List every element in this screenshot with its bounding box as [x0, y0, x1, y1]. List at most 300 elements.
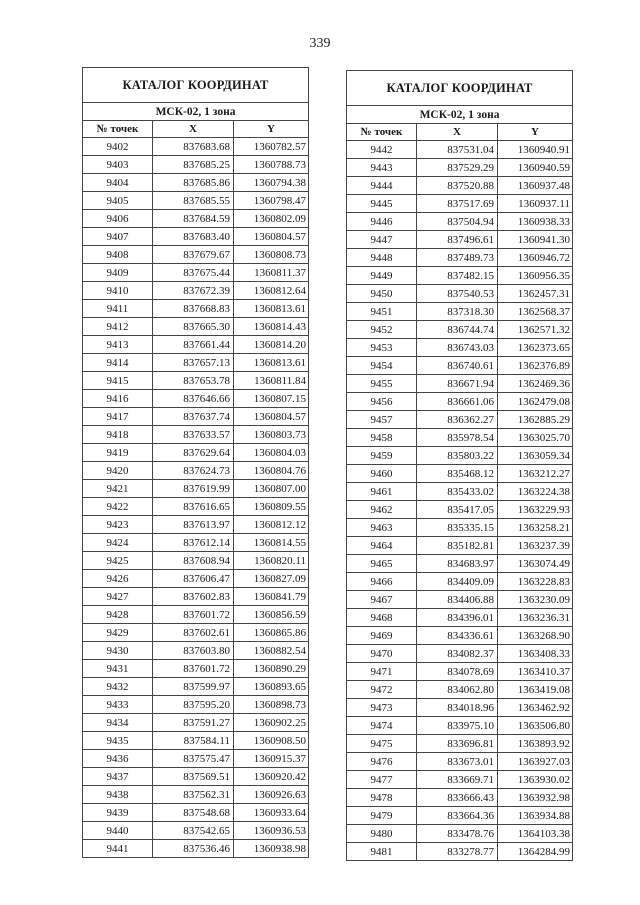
point-number-cell: 9432 [83, 678, 153, 696]
table-row [347, 771, 573, 789]
x-coordinate-cell: 837624.73 [153, 462, 234, 480]
table-row [347, 447, 573, 465]
x-coordinate-cell: 837606.47 [153, 570, 234, 588]
point-number-cell: 9444 [347, 177, 417, 195]
y-coordinate-cell: 1360813.61 [234, 300, 309, 318]
y-coordinate-cell: 1360926.63 [234, 786, 309, 804]
table-row [347, 483, 573, 501]
y-coordinate-cell: 1360812.12 [234, 516, 309, 534]
x-coordinate-cell: 837629.64 [153, 444, 234, 462]
x-coordinate-cell: 837613.97 [153, 516, 234, 534]
x-coordinate-cell: 834078.69 [417, 663, 498, 681]
y-coordinate-cell: 1360933.64 [234, 804, 309, 822]
x-coordinate-cell: 837646.66 [153, 390, 234, 408]
table-row [347, 177, 573, 195]
x-coordinate-cell: 837675.44 [153, 264, 234, 282]
x-coordinate-cell: 836671.94 [417, 375, 498, 393]
catalog-zone: МСК-02, 1 зона [83, 103, 309, 121]
y-coordinate-cell: 1360890.29 [234, 660, 309, 678]
table-row [83, 282, 309, 300]
table-row [347, 681, 573, 699]
point-number-cell: 9436 [83, 750, 153, 768]
y-coordinate-cell: 1360938.33 [498, 213, 573, 231]
table-row [347, 411, 573, 429]
x-coordinate-cell: 837575.47 [153, 750, 234, 768]
point-number-cell: 9478 [347, 789, 417, 807]
table-row [347, 627, 573, 645]
y-coordinate-cell: 1360956.35 [498, 267, 573, 285]
table-row [347, 609, 573, 627]
table-row [83, 264, 309, 282]
y-coordinate-cell: 1363230.09 [498, 591, 573, 609]
column-header-point-number: № точек [83, 121, 153, 138]
page-number: 339 [309, 36, 331, 51]
point-number-cell: 9434 [83, 714, 153, 732]
point-number-cell: 9446 [347, 213, 417, 231]
point-number-cell: 9468 [347, 609, 417, 627]
x-coordinate-cell: 835182.81 [417, 537, 498, 555]
x-coordinate-cell: 837517.69 [417, 195, 498, 213]
table-row [83, 156, 309, 174]
point-number-cell: 9414 [83, 354, 153, 372]
point-number-cell: 9470 [347, 645, 417, 663]
x-coordinate-cell: 833666.43 [417, 789, 498, 807]
y-coordinate-cell: 1360811.84 [234, 372, 309, 390]
table-row [83, 642, 309, 660]
y-coordinate-cell: 1362571.32 [498, 321, 573, 339]
point-number-cell: 9422 [83, 498, 153, 516]
table-row [347, 357, 573, 375]
x-coordinate-cell: 837683.68 [153, 138, 234, 156]
point-number-cell: 9429 [83, 624, 153, 642]
x-coordinate-cell: 837601.72 [153, 660, 234, 678]
table-row [347, 159, 573, 177]
y-coordinate-cell: 1362885.29 [498, 411, 573, 429]
x-coordinate-cell: 835433.02 [417, 483, 498, 501]
table-row [347, 429, 573, 447]
y-coordinate-cell: 1363228.83 [498, 573, 573, 591]
table-row [347, 717, 573, 735]
x-coordinate-cell: 834062.80 [417, 681, 498, 699]
point-number-cell: 9428 [83, 606, 153, 624]
point-number-cell: 9480 [347, 825, 417, 843]
y-coordinate-cell: 1362479.08 [498, 393, 573, 411]
point-number-cell: 9467 [347, 591, 417, 609]
point-number-cell: 9458 [347, 429, 417, 447]
y-coordinate-cell: 1360809.55 [234, 498, 309, 516]
table-row [83, 498, 309, 516]
table-row [83, 138, 309, 156]
x-coordinate-cell: 834336.61 [417, 627, 498, 645]
point-number-cell: 9431 [83, 660, 153, 678]
table-row [83, 354, 309, 372]
table-row [83, 750, 309, 768]
x-coordinate-cell: 837536.46 [153, 840, 234, 858]
x-coordinate-cell: 837601.72 [153, 606, 234, 624]
y-coordinate-cell: 1360937.48 [498, 177, 573, 195]
y-coordinate-cell: 1360865.86 [234, 624, 309, 642]
y-coordinate-cell: 1360937.11 [498, 195, 573, 213]
y-coordinate-cell: 1360908.50 [234, 732, 309, 750]
point-number-cell: 9420 [83, 462, 153, 480]
x-coordinate-cell: 836661.06 [417, 393, 498, 411]
table-row [83, 570, 309, 588]
table-row [347, 195, 573, 213]
x-coordinate-cell: 837653.78 [153, 372, 234, 390]
x-coordinate-cell: 836362.27 [417, 411, 498, 429]
table-row [347, 213, 573, 231]
x-coordinate-cell: 833673.01 [417, 753, 498, 771]
y-coordinate-cell: 1360841.79 [234, 588, 309, 606]
y-coordinate-cell: 1360798.47 [234, 192, 309, 210]
point-number-cell: 9456 [347, 393, 417, 411]
point-number-cell: 9437 [83, 768, 153, 786]
y-coordinate-cell: 1363224.38 [498, 483, 573, 501]
point-number-cell: 9403 [83, 156, 153, 174]
y-coordinate-cell: 1360782.57 [234, 138, 309, 156]
x-coordinate-cell: 837603.80 [153, 642, 234, 660]
point-number-cell: 9409 [83, 264, 153, 282]
table-row [347, 375, 573, 393]
point-number-cell: 9439 [83, 804, 153, 822]
x-coordinate-cell: 833278.77 [417, 843, 498, 861]
y-coordinate-cell: 1363237.39 [498, 537, 573, 555]
y-coordinate-cell: 1360820.11 [234, 552, 309, 570]
table-row [83, 552, 309, 570]
table-row [347, 231, 573, 249]
table-row [347, 573, 573, 591]
table-row [347, 393, 573, 411]
point-number-cell: 9416 [83, 390, 153, 408]
table-row [83, 174, 309, 192]
y-coordinate-cell: 1363932.98 [498, 789, 573, 807]
point-number-cell: 9415 [83, 372, 153, 390]
point-number-cell: 9465 [347, 555, 417, 573]
y-coordinate-cell: 1360807.00 [234, 480, 309, 498]
x-coordinate-cell: 836740.61 [417, 357, 498, 375]
y-coordinate-cell: 1360827.09 [234, 570, 309, 588]
point-number-cell: 9433 [83, 696, 153, 714]
table-row [347, 249, 573, 267]
y-coordinate-cell: 1363934.88 [498, 807, 573, 825]
point-number-cell: 9449 [347, 267, 417, 285]
x-coordinate-cell: 837318.30 [417, 303, 498, 321]
table-row [83, 318, 309, 336]
y-coordinate-cell: 1363074.49 [498, 555, 573, 573]
table-row [347, 825, 573, 843]
point-number-cell: 9406 [83, 210, 153, 228]
x-coordinate-cell: 837602.61 [153, 624, 234, 642]
table-row [83, 534, 309, 552]
x-coordinate-cell: 837684.59 [153, 210, 234, 228]
y-coordinate-cell: 1363893.92 [498, 735, 573, 753]
y-coordinate-cell: 1360813.61 [234, 354, 309, 372]
point-number-cell: 9443 [347, 159, 417, 177]
y-coordinate-cell: 1360811.37 [234, 264, 309, 282]
y-coordinate-cell: 1364103.38 [498, 825, 573, 843]
x-coordinate-cell: 837520.88 [417, 177, 498, 195]
table-row [83, 516, 309, 534]
point-number-cell: 9452 [347, 321, 417, 339]
x-coordinate-cell: 837685.55 [153, 192, 234, 210]
x-coordinate-cell: 833478.76 [417, 825, 498, 843]
x-coordinate-cell: 837496.61 [417, 231, 498, 249]
y-coordinate-cell: 1363212.27 [498, 465, 573, 483]
table-row [347, 699, 573, 717]
table-row [83, 678, 309, 696]
catalog-rows [347, 141, 573, 861]
point-number-cell: 9438 [83, 786, 153, 804]
table-row [347, 807, 573, 825]
x-coordinate-cell: 837599.97 [153, 678, 234, 696]
y-coordinate-cell: 1360936.53 [234, 822, 309, 840]
column-header-y: Y [498, 124, 573, 141]
y-coordinate-cell: 1360803.73 [234, 426, 309, 444]
x-coordinate-cell: 837602.83 [153, 588, 234, 606]
point-number-cell: 9423 [83, 516, 153, 534]
table-row [83, 228, 309, 246]
point-number-cell: 9421 [83, 480, 153, 498]
x-coordinate-cell: 834406.88 [417, 591, 498, 609]
y-coordinate-cell: 1363462.92 [498, 699, 573, 717]
column-header-point-number: № точек [347, 124, 417, 141]
table-row [83, 246, 309, 264]
x-coordinate-cell: 837685.25 [153, 156, 234, 174]
point-number-cell: 9441 [83, 840, 153, 858]
y-coordinate-cell: 1360808.73 [234, 246, 309, 264]
table-row [83, 606, 309, 624]
y-coordinate-cell: 1360788.73 [234, 156, 309, 174]
x-coordinate-cell: 837562.31 [153, 786, 234, 804]
point-number-cell: 9462 [347, 501, 417, 519]
y-coordinate-cell: 1362568.37 [498, 303, 573, 321]
y-coordinate-cell: 1360794.38 [234, 174, 309, 192]
point-number-cell: 9419 [83, 444, 153, 462]
table-row [83, 300, 309, 318]
table-row [83, 696, 309, 714]
x-coordinate-cell: 837482.15 [417, 267, 498, 285]
y-coordinate-cell: 1363059.34 [498, 447, 573, 465]
table-row [347, 321, 573, 339]
y-coordinate-cell: 1363258.21 [498, 519, 573, 537]
table-row [83, 624, 309, 642]
x-coordinate-cell: 836743.03 [417, 339, 498, 357]
y-coordinate-cell: 1360938.98 [234, 840, 309, 858]
point-number-cell: 9450 [347, 285, 417, 303]
x-coordinate-cell: 837672.39 [153, 282, 234, 300]
x-coordinate-cell: 836744.74 [417, 321, 498, 339]
point-number-cell: 9473 [347, 699, 417, 717]
x-coordinate-cell: 837608.94 [153, 552, 234, 570]
point-number-cell: 9448 [347, 249, 417, 267]
table-row [83, 768, 309, 786]
point-number-cell: 9435 [83, 732, 153, 750]
x-coordinate-cell: 834409.09 [417, 573, 498, 591]
coordinate-catalog-right [346, 70, 573, 861]
x-coordinate-cell: 837633.57 [153, 426, 234, 444]
x-coordinate-cell: 837569.51 [153, 768, 234, 786]
table-row [83, 804, 309, 822]
y-coordinate-cell: 1360915.37 [234, 750, 309, 768]
table-row [83, 840, 309, 858]
point-number-cell: 9475 [347, 735, 417, 753]
point-number-cell: 9407 [83, 228, 153, 246]
x-coordinate-cell: 837504.94 [417, 213, 498, 231]
point-number-cell: 9402 [83, 138, 153, 156]
x-coordinate-cell: 837489.73 [417, 249, 498, 267]
table-row [347, 645, 573, 663]
table-row [83, 336, 309, 354]
point-number-cell: 9442 [347, 141, 417, 159]
table-row [83, 444, 309, 462]
point-number-cell: 9455 [347, 375, 417, 393]
y-coordinate-cell: 1360902.25 [234, 714, 309, 732]
y-coordinate-cell: 1362376.89 [498, 357, 573, 375]
x-coordinate-cell: 835468.12 [417, 465, 498, 483]
y-coordinate-cell: 1360856.59 [234, 606, 309, 624]
catalog-title: КАТАЛОГ КООРДИНАТ [83, 68, 309, 103]
x-coordinate-cell: 834396.01 [417, 609, 498, 627]
column-header-x: X [417, 124, 498, 141]
table-row [83, 390, 309, 408]
point-number-cell: 9410 [83, 282, 153, 300]
y-coordinate-cell: 1363930.02 [498, 771, 573, 789]
x-coordinate-cell: 837612.14 [153, 534, 234, 552]
table-row [83, 714, 309, 732]
table-row [347, 267, 573, 285]
point-number-cell: 9451 [347, 303, 417, 321]
y-coordinate-cell: 1363408.33 [498, 645, 573, 663]
table-row [347, 285, 573, 303]
point-number-cell: 9412 [83, 318, 153, 336]
y-coordinate-cell: 1360812.64 [234, 282, 309, 300]
y-coordinate-cell: 1360802.09 [234, 210, 309, 228]
table-row [83, 210, 309, 228]
coordinate-catalog-left [82, 67, 309, 858]
table-row [83, 660, 309, 678]
x-coordinate-cell: 833696.81 [417, 735, 498, 753]
x-coordinate-cell: 837540.53 [417, 285, 498, 303]
x-coordinate-cell: 837595.20 [153, 696, 234, 714]
y-coordinate-cell: 1360807.15 [234, 390, 309, 408]
y-coordinate-cell: 1362457.31 [498, 285, 573, 303]
point-number-cell: 9445 [347, 195, 417, 213]
y-coordinate-cell: 1363268.90 [498, 627, 573, 645]
table-row [83, 192, 309, 210]
point-number-cell: 9460 [347, 465, 417, 483]
point-number-cell: 9474 [347, 717, 417, 735]
point-number-cell: 9408 [83, 246, 153, 264]
point-number-cell: 9453 [347, 339, 417, 357]
x-coordinate-cell: 837531.04 [417, 141, 498, 159]
y-coordinate-cell: 1360814.20 [234, 336, 309, 354]
table-row [347, 537, 573, 555]
x-coordinate-cell: 834018.96 [417, 699, 498, 717]
point-number-cell: 9430 [83, 642, 153, 660]
table-row [83, 732, 309, 750]
x-coordinate-cell: 837679.67 [153, 246, 234, 264]
y-coordinate-cell: 1360893.65 [234, 678, 309, 696]
point-number-cell: 9405 [83, 192, 153, 210]
x-coordinate-cell: 837637.74 [153, 408, 234, 426]
table-row [347, 591, 573, 609]
table-row [83, 426, 309, 444]
y-coordinate-cell: 1360882.54 [234, 642, 309, 660]
table-row [347, 753, 573, 771]
x-coordinate-cell: 837668.83 [153, 300, 234, 318]
point-number-cell: 9459 [347, 447, 417, 465]
table-row [347, 303, 573, 321]
table-row [347, 465, 573, 483]
point-number-cell: 9417 [83, 408, 153, 426]
point-number-cell: 9425 [83, 552, 153, 570]
point-number-cell: 9477 [347, 771, 417, 789]
y-coordinate-cell: 1362469.36 [498, 375, 573, 393]
y-coordinate-cell: 1362373.65 [498, 339, 573, 357]
x-coordinate-cell: 837548.68 [153, 804, 234, 822]
y-coordinate-cell: 1363927.03 [498, 753, 573, 771]
point-number-cell: 9440 [83, 822, 153, 840]
x-coordinate-cell: 834082.37 [417, 645, 498, 663]
table-row [347, 339, 573, 357]
point-number-cell: 9469 [347, 627, 417, 645]
y-coordinate-cell: 1360940.91 [498, 141, 573, 159]
point-number-cell: 9411 [83, 300, 153, 318]
y-coordinate-cell: 1360804.57 [234, 408, 309, 426]
table-row [347, 789, 573, 807]
x-coordinate-cell: 837657.13 [153, 354, 234, 372]
x-coordinate-cell: 833975.10 [417, 717, 498, 735]
point-number-cell: 9424 [83, 534, 153, 552]
table-row [347, 519, 573, 537]
point-number-cell: 9476 [347, 753, 417, 771]
y-coordinate-cell: 1360814.43 [234, 318, 309, 336]
y-coordinate-cell: 1360898.73 [234, 696, 309, 714]
y-coordinate-cell: 1360804.76 [234, 462, 309, 480]
x-coordinate-cell: 833664.36 [417, 807, 498, 825]
y-coordinate-cell: 1360814.55 [234, 534, 309, 552]
table-row [83, 408, 309, 426]
x-coordinate-cell: 833669.71 [417, 771, 498, 789]
point-number-cell: 9454 [347, 357, 417, 375]
x-coordinate-cell: 837683.40 [153, 228, 234, 246]
table-row [83, 462, 309, 480]
column-header-x: X [153, 121, 234, 138]
table-row [347, 843, 573, 861]
catalog-rows [83, 138, 309, 858]
y-coordinate-cell: 1364284.99 [498, 843, 573, 861]
y-coordinate-cell: 1363410.37 [498, 663, 573, 681]
y-coordinate-cell: 1360941.30 [498, 231, 573, 249]
y-coordinate-cell: 1363419.08 [498, 681, 573, 699]
x-coordinate-cell: 835335.15 [417, 519, 498, 537]
y-coordinate-cell: 1363506.80 [498, 717, 573, 735]
point-number-cell: 9479 [347, 807, 417, 825]
point-number-cell: 9471 [347, 663, 417, 681]
point-number-cell: 9481 [347, 843, 417, 861]
point-number-cell: 9427 [83, 588, 153, 606]
table-row [347, 141, 573, 159]
x-coordinate-cell: 837619.99 [153, 480, 234, 498]
point-number-cell: 9418 [83, 426, 153, 444]
x-coordinate-cell: 837665.30 [153, 318, 234, 336]
y-coordinate-cell: 1363025.70 [498, 429, 573, 447]
catalog-title: КАТАЛОГ КООРДИНАТ [347, 71, 573, 106]
table-row [347, 663, 573, 681]
y-coordinate-cell: 1360804.03 [234, 444, 309, 462]
table-row [83, 786, 309, 804]
x-coordinate-cell: 837616.65 [153, 498, 234, 516]
